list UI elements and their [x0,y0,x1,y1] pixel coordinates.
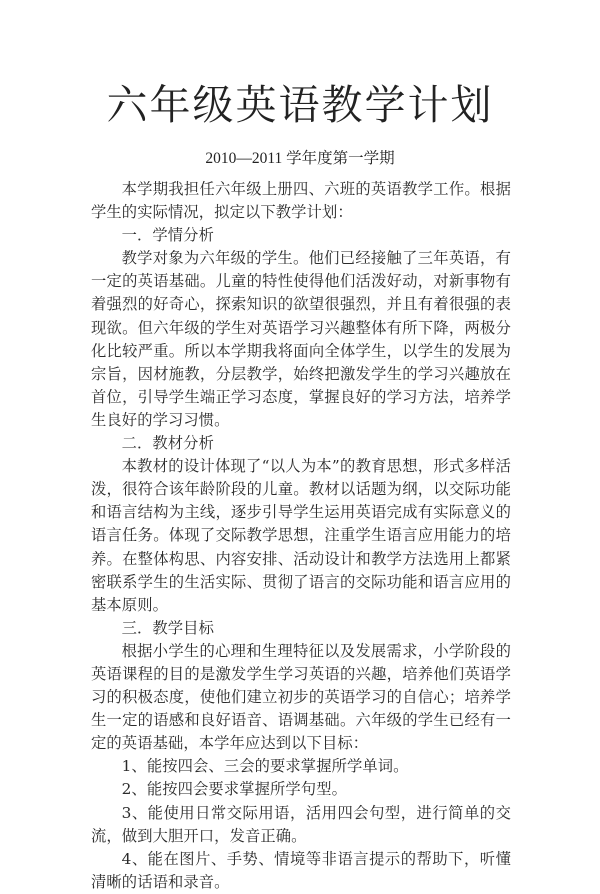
section-2-paragraph: 本教材的设计体现了“以人为本”的教育思想，形式多样活泼，很符合该年龄阶段的儿童。教材以话题为纲，以交际功能和语言结构为主线，逐步引导学生运用英语完成有实际意义的语言任务。体现了交际教学思想，注重学生语言应用能力的培养。在整体构思、内容安排、活动设计和教学方法选用上都紧密联系学生的生活实际、贯彻了语言的交际功能和语言应用的基本原则。 [91,457,511,614]
section-3-paragraph: 根据小学生的心理和生理特征以及发展需求，小学阶段的英语课程的目的是激发学生学习英语的兴趣，培养他们英语学习的积极态度，使他们建立初步的英语学习的自信心；培养学生一定的语感和良好语音、语调基础。六年级的学生已经有一定的英语基础，本学年应达到以下目标： [91,641,511,753]
goal-item-1: 1、能按四会、三会的要求掌握所学单词。 [121,757,409,776]
document-subtitle: 2010—2011 学年度第一学期 [205,150,395,167]
intro-paragraph: 本学期我担任六年级上册四、六班的英语教学工作。根据学生的实际情况，拟定以下教学计划： [91,180,511,222]
goal-item-3: 3、能使用日常交际用语，活用四会句型，进行简单的交流，做到大胆开口，发音正确。 [91,803,511,845]
section-heading-2: 二．教材分析 [121,434,214,453]
section-heading-3: 三．教学目标 [121,618,214,637]
goal-item-2: 2、能按四会要求掌握所学句型。 [121,780,347,799]
goal-item-4: 4、能在图片、手势、情境等非语言提示的帮助下，听懂清晰的话语和录音。 [91,849,511,891]
document-title: 六年级英语教学计划 [106,81,494,129]
document-body [91,178,511,894]
section-heading-1: 一．学情分析 [121,226,214,245]
section-1-paragraph: 教学对象为六年级的学生。他们已经接触了三年英语，有一定的英语基础。儿童的特性使得他们活泼好动，对新事物有着强烈的好奇心，探索知识的欲望很强烈，并且有着很强的表现欲。但六年级的学生对英语学习兴趣整体有所下降，两极分化比较严重。所以本学期我将面向全体学生，以学生的发展为宗旨，因材施教，分层教学，始终把激发学生的学习兴趣放在首位，引导学生端正学习态度，掌握良好的学习方法，培养学生良好的学习习惯。 [91,249,511,429]
